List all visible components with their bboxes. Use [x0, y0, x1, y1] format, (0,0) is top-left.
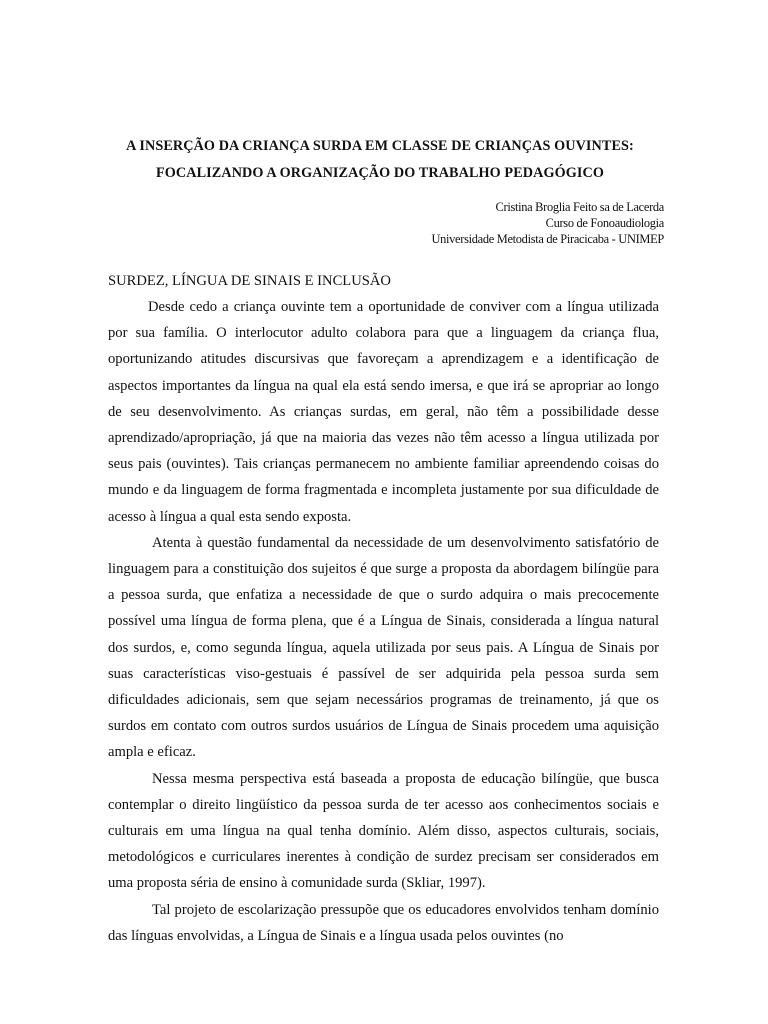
title-line-1: A INSERÇÃO DA CRIANÇA SURDA EM CLASSE DE CRIANÇAS OUVINTES:: [126, 138, 634, 154]
author-name: Cristina Broglia Feito sa de Lacerda: [495, 200, 664, 214]
title-line-2: FOCALIZANDO A ORGANIZAÇÃO DO TRABALHO PEDAGÓGICO: [156, 165, 604, 181]
paragraph-4: Tal projeto de escolarização pressupõe que os educadores envolvidos tenham domínio das línguas envolvidas, a Língua de Sinais e a língua usada pelos ouvintes (no: [108, 901, 659, 944]
paragraph-3: Nessa mesma perspectiva está baseada a proposta de educação bilíngüe, que busca contemplar o direito lingüístico da pessoa surda de ter acesso aos conhecimentos sociais e culturais em uma língua na qual tenha domínio. Além disso, aspectos culturais, sociais, metodológicos e curriculares inerentes à condição de surdez precisam ser considerados em uma proposta séria de ensino à comunidade surda (Skliar, 1997).: [108, 770, 659, 892]
body-text: [108, 294, 659, 949]
author-block: [431, 199, 664, 247]
author-institution: Universidade Metodista de Piracicaba - UNIMEP: [431, 232, 664, 246]
section-heading: SURDEZ, LÍNGUA DE SINAIS E INCLUSÃO: [108, 273, 391, 289]
document-title: [100, 133, 660, 187]
author-course: Curso de Fonoaudiologia: [545, 216, 664, 230]
paragraph-2: Atenta à questão fundamental da necessidade de um desenvolvimento satisfatório de linguagem para a constituição dos sujeitos é que surge a proposta da abordagem bilíngüe para a pessoa surda, que enfatiza a necessidade de que o surdo adquira o mais precocemente possível uma língua de forma plena, que é a Língua de Sinais, considerada a língua natural dos surdos, e, como segunda língua, aquela utilizada por seus pais. A Língua de Sinais por suas características viso-gestuais é passível de ser adquirida pela pessoa surda sem dificuldades adicionais, sem que sejam necessários programas de treinamento, já que os surdos em contato com outros surdos usuários de Língua de Sinais procedem uma aquisição ampla e eficaz.: [108, 534, 659, 761]
paragraph-1: Desde cedo a criança ouvinte tem a oportunidade de conviver com a língua utilizada por sua família. O interlocutor adulto colabora para que a linguagem da criança flua, oportunizando atitudes discursivas que favoreçam a aprendizagem e a identificação de aspectos importantes da língua na qual ela está sendo imersa, e que irá se apropriar ao longo de seu desenvolvimento. As crianças surdas, em geral, não têm a possibilidade desse aprendizado/apropriação, já que na maioria das vezes não têm acesso a língua utilizada por seus pais (ouvintes). Tais crianças permanecem no ambiente familiar apreendendo coisas do mundo e da linguagem de forma fragmentada e incompleta justamente por sua dificuldade de acesso à língua a qual esta sendo exposta.: [108, 299, 659, 525]
